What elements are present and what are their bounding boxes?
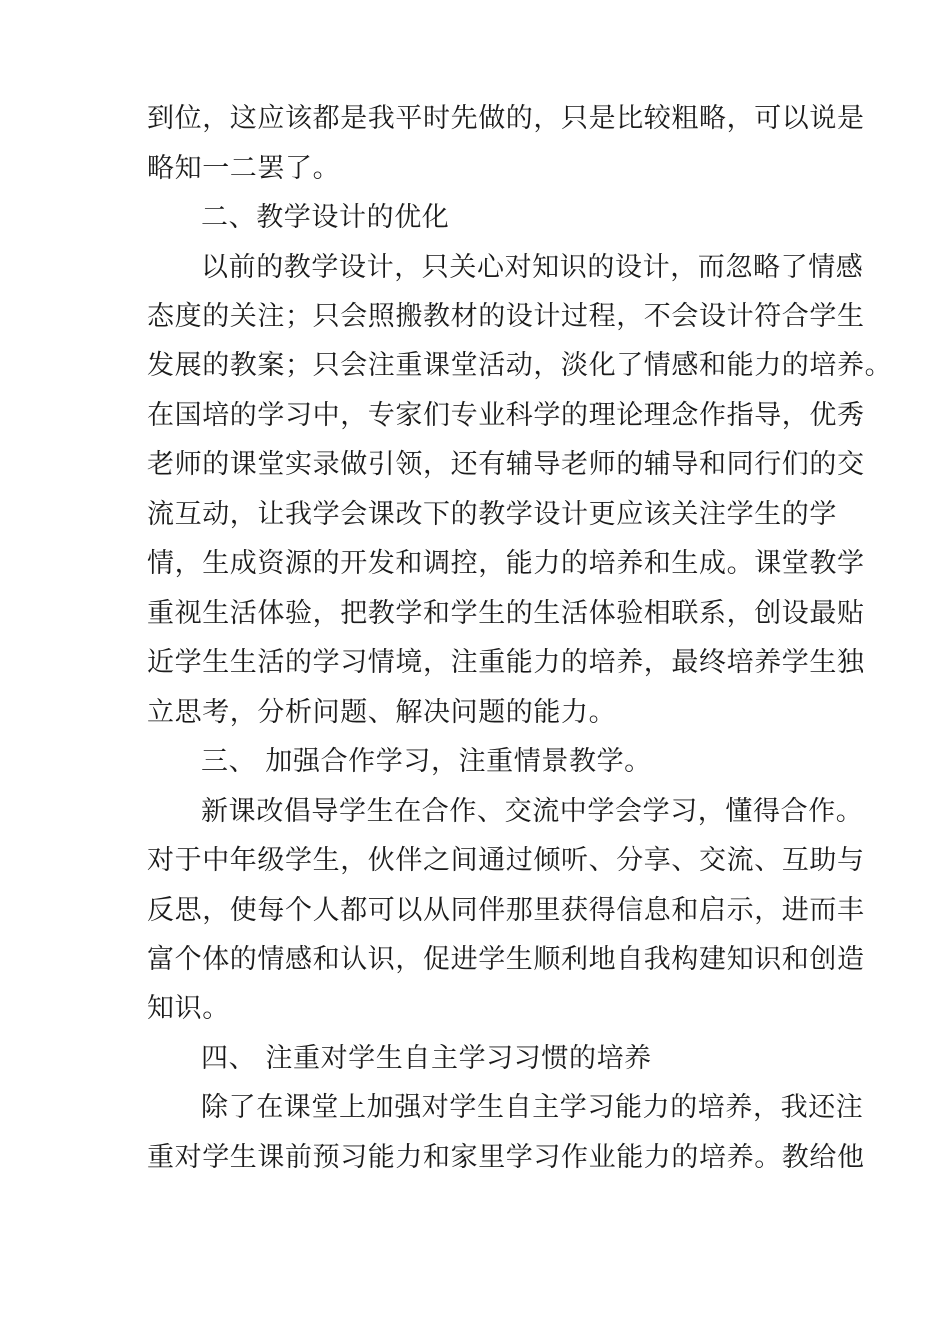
paragraph-line: 除了在课堂上加强对学生自主学习能力的培养，我还注 [201,1092,864,1123]
paragraph-line: 富个体的情感和认识，促进学生顺利地自我构建知识和创造 [147,944,865,975]
paragraph-line: 近学生生活的学习情境，注重能力的培养，最终培养学生独 [147,647,865,678]
paragraph-line: 老师的课堂实录做引领，还有辅导老师的辅导和同行们的交 [147,449,865,480]
paragraph-line: 在国培的学习中，专家们专业科学的理论理念作指导，优秀 [147,400,865,431]
paragraph-line: 对于中年级学生，伙伴之间通过倾听、分享、交流、互助与 [147,845,865,876]
paragraph-line: 以前的教学设计，只关心对知识的设计，而忽略了情感 [201,252,864,283]
paragraph-line: 反思，使每个人都可以从同伴那里获得信息和启示，进而丰 [147,895,865,926]
paragraph-line: 情，生成资源的开发和调控，能力的培养和生成。课堂教学 [147,548,865,579]
paragraph-line: 新课改倡导学生在合作、交流中学会学习，懂得合作。 [201,796,864,827]
paragraph-line: 流互动，让我学会课改下的教学设计更应该关注学生的学 [147,499,837,530]
section-heading: 二、教学设计的优化 [201,202,450,233]
paragraph-line: 知识。 [147,993,230,1024]
section-heading: 四、 注重对学生自主学习习惯的培养 [201,1043,652,1074]
paragraph-line: 发展的教案；只会注重课堂活动，淡化了情感和能力的培养。 [147,350,893,381]
paragraph-line: 重对学生课前预习能力和家里学习作业能力的培养。教给他 [147,1142,865,1173]
paragraph-line: 重视生活体验，把教学和学生的生活体验相联系，创设最贴 [147,598,865,629]
paragraph-line: 略知一二罢了。 [147,153,341,184]
paragraph-line: 到位，这应该都是我平时先做的，只是比较粗略，可以说是 [147,103,865,134]
section-heading: 三、 加强合作学习，注重情景教学。 [201,746,652,777]
paragraph-line: 立思考，分析问题、解决问题的能力。 [147,697,617,728]
paragraph-line: 态度的关注；只会照搬教材的设计过程，不会设计符合学生 [147,301,865,332]
